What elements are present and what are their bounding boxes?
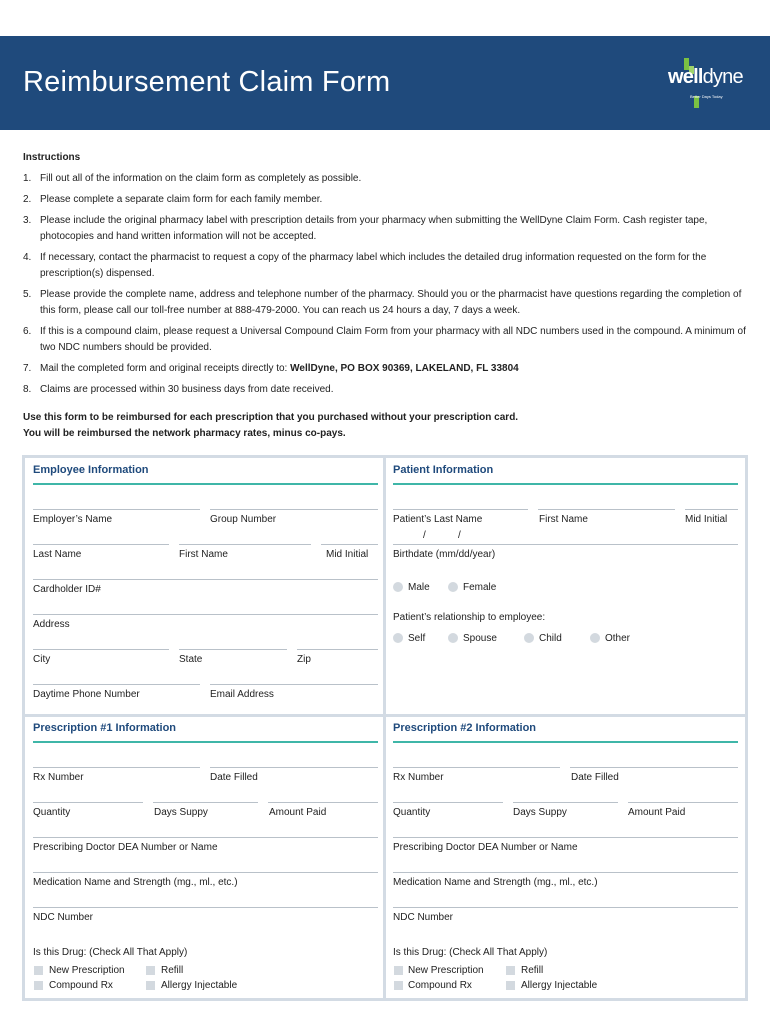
rx1-date-filled-label: Date Filled (210, 772, 258, 783)
address-field[interactable] (33, 614, 378, 615)
rx2-days-supply-field[interactable] (513, 802, 618, 803)
employee-first-name-label: First Name (179, 549, 228, 560)
patient-section-title: Patient Information (393, 464, 494, 476)
child-label: Child (539, 633, 562, 644)
birthdate-field[interactable] (393, 544, 738, 545)
rx1-compound-checkbox[interactable] (34, 981, 43, 990)
female-label: Female (463, 582, 497, 593)
spouse-label: Spouse (463, 633, 497, 644)
rx2-quantity-label: Quantity (393, 807, 431, 818)
state-field[interactable] (179, 649, 287, 650)
welldyne-logo (668, 58, 752, 108)
group-number-label: Group Number (210, 514, 277, 525)
section-underline (393, 741, 738, 743)
group-number-field[interactable] (210, 509, 378, 510)
date-separator: / (423, 530, 426, 541)
rx2-medication-label: Medication Name and Strength (mg., ml., etc.) (393, 877, 598, 888)
child-radio[interactable] (524, 633, 534, 643)
section-underline (33, 483, 378, 485)
rx1-refill-label: Refill (161, 965, 184, 976)
phone-label: Daytime Phone Number (33, 689, 140, 700)
male-radio[interactable] (393, 582, 403, 592)
other-radio[interactable] (590, 633, 600, 643)
rx2-refill-label: Refill (521, 965, 544, 976)
email-field[interactable] (210, 684, 378, 685)
zip-field[interactable] (297, 649, 378, 650)
male-label: Male (408, 582, 430, 593)
other-label: Other (605, 633, 631, 644)
cardholder-id-field[interactable] (33, 579, 378, 580)
state-label: State (179, 654, 203, 665)
employer-name-field[interactable] (33, 509, 200, 510)
rx2-drug-type-label: Is this Drug: (Check All That Apply) (393, 947, 548, 958)
rx1-allergy-label: Allergy Injectable (161, 980, 238, 991)
employer-name-label: Employer’s Name (33, 514, 113, 525)
rx2-doctor-label: Prescribing Doctor DEA Number or Name (393, 842, 578, 853)
patient-mid-initial-field[interactable] (685, 509, 738, 510)
rx1-medication-field[interactable] (33, 872, 378, 873)
employee-mid-initial-label: Mid Initial (326, 549, 369, 560)
rx1-new-prescription-label: New Prescription (49, 965, 125, 976)
city-field[interactable] (33, 649, 169, 650)
rx1-doctor-field[interactable] (33, 837, 378, 838)
address-label: Address (33, 619, 70, 630)
rx1-quantity-label: Quantity (33, 807, 71, 818)
patient-last-name-field[interactable] (393, 509, 528, 510)
rx2-amount-paid-field[interactable] (628, 802, 738, 803)
employee-first-name-field[interactable] (179, 544, 311, 545)
rx1-amount-paid-field[interactable] (268, 802, 378, 803)
logo-tagline: Better Days Today (690, 94, 723, 99)
rx1-compound-label: Compound Rx (49, 980, 113, 991)
rx1-refill-checkbox[interactable] (146, 966, 155, 975)
rx2-number-field[interactable] (393, 767, 560, 768)
self-label: Self (408, 633, 426, 644)
patient-first-name-label: First Name (539, 514, 588, 525)
rx2-date-filled-label: Date Filled (571, 772, 619, 783)
rx2-ndc-field[interactable] (393, 907, 738, 908)
city-label: City (33, 654, 51, 665)
employee-last-name-field[interactable] (33, 544, 169, 545)
rx1-number-label: Rx Number (33, 772, 84, 783)
rx2-quantity-field[interactable] (393, 802, 503, 803)
rx2-amount-paid-label: Amount Paid (628, 807, 686, 818)
rx1-date-filled-field[interactable] (210, 767, 378, 768)
self-radio[interactable] (393, 633, 403, 643)
employee-last-name-label: Last Name (33, 549, 82, 560)
rx2-allergy-checkbox[interactable] (506, 981, 515, 990)
section-underline (393, 483, 738, 485)
rx1-medication-label: Medication Name and Strength (mg., ml., etc.) (33, 877, 238, 888)
rx1-number-field[interactable] (33, 767, 200, 768)
rx1-days-supply-field[interactable] (153, 802, 258, 803)
page-title: Reimbursement Claim Form (23, 66, 391, 98)
rx1-new-prescription-checkbox[interactable] (34, 966, 43, 975)
rx2-medication-field[interactable] (393, 872, 738, 873)
rx2-compound-checkbox[interactable] (394, 981, 403, 990)
rx1-section-title: Prescription #1 Information (33, 722, 177, 734)
patient-last-name-label: Patient’s Last Name (393, 514, 483, 525)
rx2-date-filled-field[interactable] (570, 767, 738, 768)
cardholder-id-label: Cardholder ID# (33, 584, 101, 595)
relationship-label: Patient’s relationship to employee: (393, 612, 546, 623)
rx1-ndc-label: NDC Number (33, 912, 94, 923)
rx1-doctor-label: Prescribing Doctor DEA Number or Name (33, 842, 218, 853)
rx2-new-prescription-label: New Prescription (408, 965, 484, 976)
female-radio[interactable] (448, 582, 458, 592)
rx2-doctor-field[interactable] (393, 837, 738, 838)
zip-label: Zip (297, 654, 311, 665)
patient-first-name-field[interactable] (538, 509, 675, 510)
rx2-new-prescription-checkbox[interactable] (394, 966, 403, 975)
spouse-radio[interactable] (448, 633, 458, 643)
rx2-allergy-label: Allergy Injectable (521, 980, 598, 991)
rx2-ndc-label: NDC Number (393, 912, 454, 923)
rx1-ndc-field[interactable] (33, 907, 378, 908)
birthdate-label: Birthdate (mm/dd/year) (393, 549, 496, 560)
section-underline (33, 741, 378, 743)
logo-wordmark: welldyne (668, 66, 743, 88)
mailing-address: WellDyne, PO BOX 90369, LAKELAND, FL 33804 (290, 363, 519, 374)
rx1-allergy-checkbox[interactable] (146, 981, 155, 990)
rx2-section-title: Prescription #2 Information (393, 722, 537, 734)
rx2-refill-checkbox[interactable] (506, 966, 515, 975)
date-separator: / (458, 530, 461, 541)
rx1-amount-paid-label: Amount Paid (269, 807, 327, 818)
email-label: Email Address (210, 689, 274, 700)
employee-section-title: Employee Information (33, 464, 149, 476)
panel-divider (22, 714, 748, 717)
panel-divider (383, 455, 386, 1001)
rx1-days-supply-label: Days Suppy (154, 807, 208, 818)
phone-field[interactable] (33, 684, 200, 685)
rx1-quantity-field[interactable] (33, 802, 143, 803)
rx2-number-label: Rx Number (393, 772, 444, 783)
instructions-heading: Instructions (23, 152, 81, 163)
rx2-days-supply-label: Days Suppy (513, 807, 567, 818)
rx1-drug-type-label: Is this Drug: (Check All That Apply) (33, 947, 188, 958)
employee-mid-initial-field[interactable] (321, 544, 378, 545)
rx2-compound-label: Compound Rx (408, 980, 472, 991)
patient-mid-initial-label: Mid Initial (685, 514, 728, 525)
reimbursement-note: Use this form to be reimbursed for each prescription that you purchased without your prescription card. You will be reimbursed the network pharmacy rates, minus co-pays. (23, 412, 519, 439)
